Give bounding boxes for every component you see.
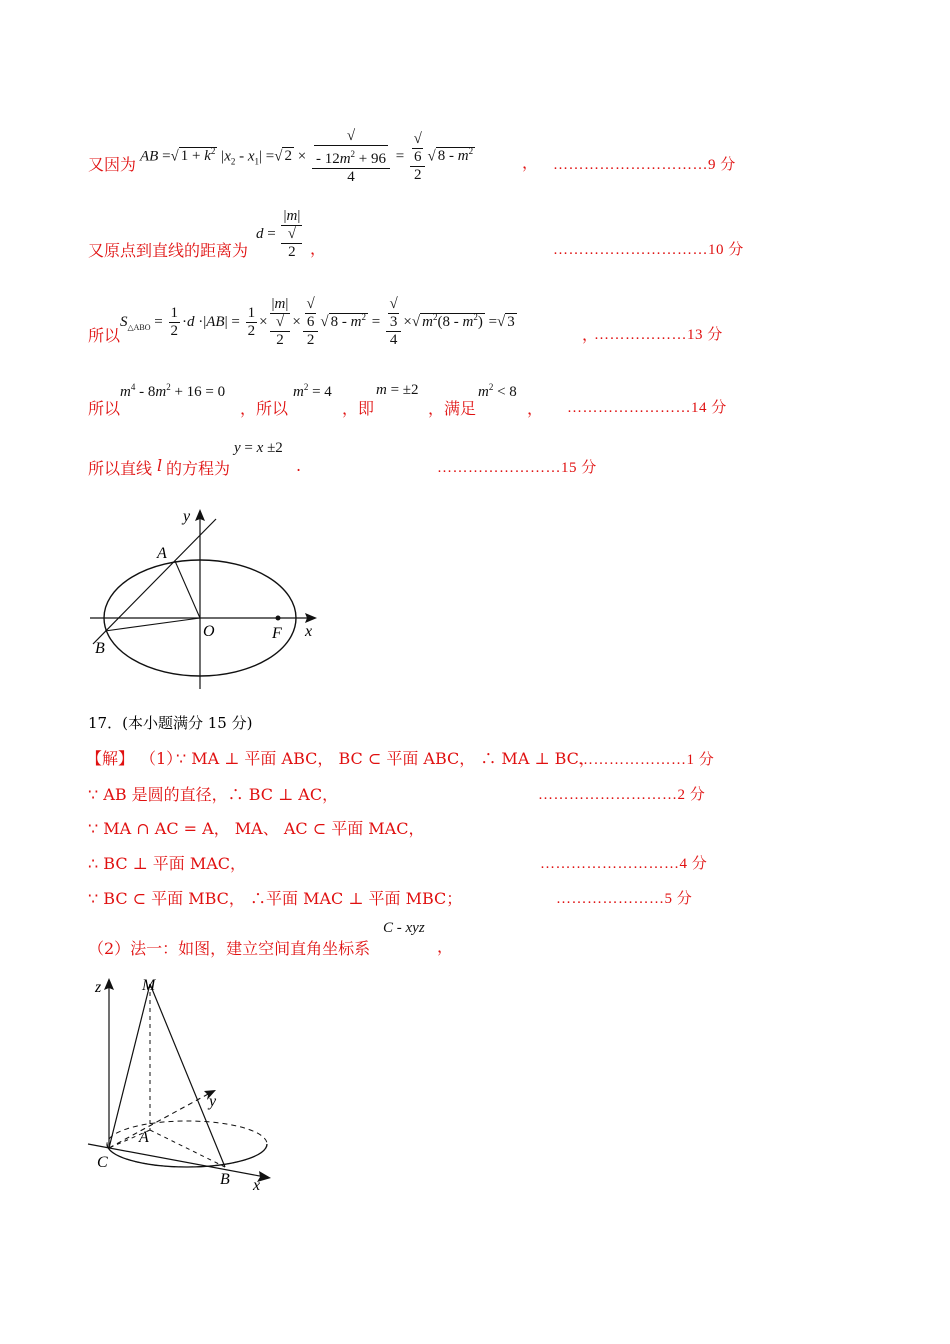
- line-prefix: 所以: [88, 326, 121, 345]
- edge-mc: [109, 984, 150, 1148]
- question-17-heading: 17．(本小题满分 15 分): [88, 714, 253, 732]
- line-prefix: 所以: [88, 399, 121, 418]
- reasoning-4: ∴ BC ⊥ 平面 MAC，: [88, 854, 247, 873]
- line-l: [93, 519, 216, 644]
- label-x: x: [253, 1177, 261, 1194]
- score-15: ……………………15 分: [437, 460, 597, 476]
- comma: ，: [310, 239, 327, 258]
- score-13: ………………13 分: [594, 327, 723, 343]
- period: .: [296, 456, 302, 475]
- text-suoyi: ，所以: [240, 399, 289, 418]
- formula-condition: $m^2 < 8$: [478, 382, 517, 400]
- y-axis-dashed: [109, 1093, 210, 1148]
- label-z: z: [95, 979, 102, 996]
- label-y: y: [209, 1093, 217, 1110]
- formula-distance: d = |m| √ 2: [256, 208, 301, 260]
- focus-point: [276, 616, 281, 621]
- figure-ellipse: [85, 505, 325, 695]
- formula-ab-length: AB =√ $1 + k^2$ $|x_2 - x_1|$ =√ 2 × √ - $12m^2 + 96$ 4 = √ 6 2 √ $8 - m^2$: [140, 128, 474, 185]
- score-9: …………………………9 分: [553, 157, 736, 173]
- formula-quartic: $m^4 - 8m^2 + 16 = 0$: [120, 382, 226, 400]
- base-circle-front: [107, 1144, 267, 1167]
- label-C: C: [97, 1154, 108, 1171]
- label-B: B: [95, 640, 105, 657]
- reasoning-3: ∵ MA ∩ AC = A， MA、 AC ⊂ 平面 MAC，: [88, 819, 425, 838]
- line-suffix: 的方程为: [166, 459, 231, 478]
- jie-label: 【解】: [86, 749, 135, 768]
- label-M: M: [142, 977, 156, 994]
- label-x: x: [305, 623, 313, 640]
- segment-oa: [175, 561, 200, 618]
- label-O: O: [203, 623, 215, 640]
- comma: ，: [437, 937, 454, 956]
- segment-ob: [105, 618, 200, 631]
- x-axis: [88, 1144, 265, 1177]
- part-2-text: （2）法一：如图，建立空间直角坐标系: [88, 939, 371, 958]
- edge-ab-dashed: [150, 1130, 225, 1167]
- line-prefix: 又因为: [88, 155, 137, 174]
- text-ji: ，即: [342, 399, 375, 418]
- reasoning-1: ∵ MA ⊥ 平面 ABC， BC ⊂ 平面 ABC， ∴ MA ⊥ BC，: [176, 749, 595, 768]
- coordinate-system: C - xyz: [383, 920, 425, 936]
- score-10: …………………………10 分: [553, 242, 744, 258]
- formula-m: m = ±2: [376, 382, 419, 398]
- label-A: A: [157, 545, 167, 562]
- label-F: F: [272, 625, 282, 642]
- score-2: ………………………2 分: [538, 787, 706, 803]
- score-5: …………………5 分: [556, 891, 693, 907]
- reasoning-5: ∵ BC ⊂ 平面 MBC， ∴平面 MAC ⊥ 平面 MBC；: [88, 889, 463, 908]
- comma: ，: [527, 399, 544, 418]
- line-l: l: [157, 456, 163, 475]
- comma: ，: [522, 153, 539, 172]
- comma: ，: [582, 325, 599, 344]
- score-1: …………………1 分: [578, 752, 715, 768]
- score-4: ………………………4 分: [540, 856, 708, 872]
- line-prefix: 又原点到直线的距离为: [88, 241, 249, 260]
- formula-area: $S_{\triangle ABO}$ = $\frac{1}{2}$ ·d ·|AB| = $\frac{1}{2}$ × |m| √ 2 × √ 6 2 √ $8 - m^2$ = √ 3 4 ×√ $m^2(8 - m^2)$ =√ 3: [120, 296, 515, 348]
- formula-m2: $m^2 = 4$: [293, 382, 332, 400]
- edge-mb: [150, 984, 225, 1167]
- label-B: B: [220, 1171, 230, 1188]
- label-y: y: [183, 508, 191, 525]
- label-A: A: [139, 1129, 149, 1146]
- part-1-label: （1）: [140, 749, 183, 768]
- formula-line-equation: y = x ±2: [234, 440, 283, 456]
- score-14: ……………………14 分: [567, 400, 727, 416]
- figure-space-coordinates: [85, 970, 285, 1195]
- text-manzu: ，满足: [428, 399, 477, 418]
- line-prefix: 所以直线: [88, 459, 153, 478]
- reasoning-2: ∵ AB 是圆的直径，∴ BC ⊥ AC，: [88, 785, 339, 804]
